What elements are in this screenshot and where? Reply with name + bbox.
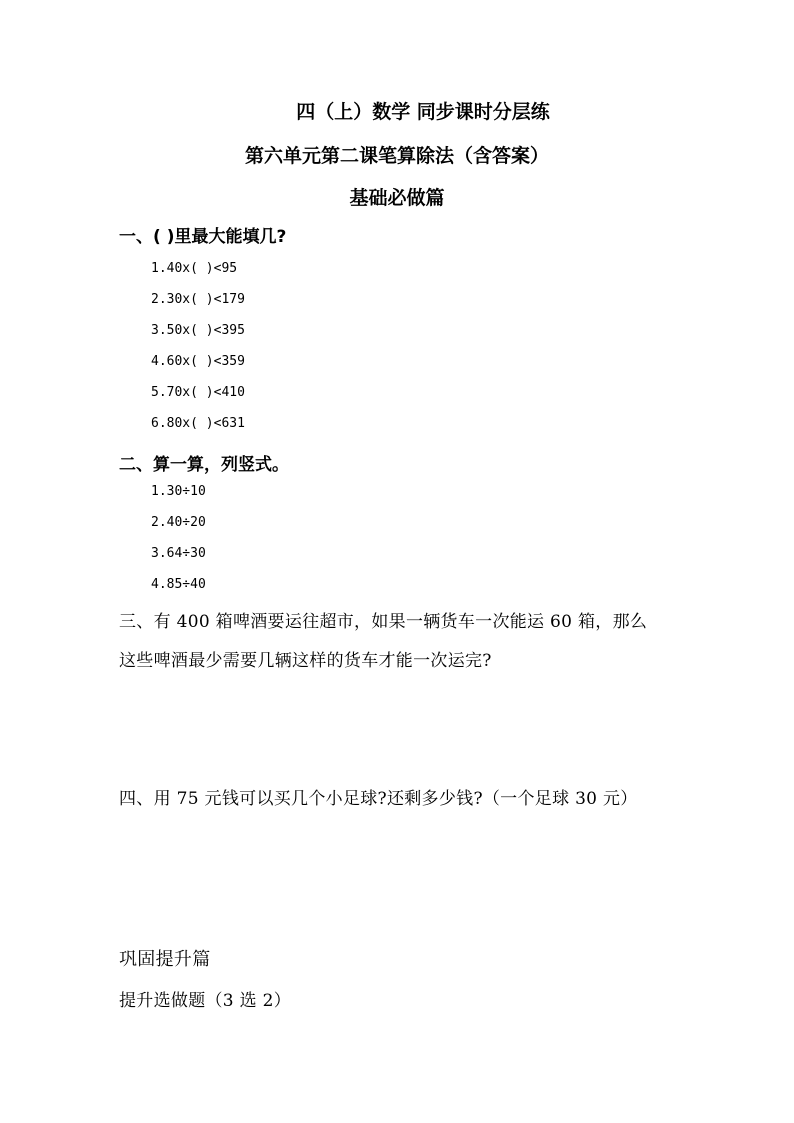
part-heading-basic: 基础必做篇: [349, 187, 445, 209]
section-1-item: 3.50x( )<395: [151, 323, 245, 338]
part-heading-advanced: 巩固提升篇: [119, 949, 211, 970]
section-1-item: 4.60x( )<359: [151, 354, 245, 369]
section-2-heading: 二、算一算，列竖式。: [119, 455, 289, 475]
section-1-heading: 一、( )里最大能填几?: [119, 227, 287, 247]
section-2-item: 3.64÷30: [151, 546, 206, 561]
section-2-item: 2.40÷20: [151, 515, 206, 530]
page-title: 四（上）数学 同步课时分层练: [296, 101, 550, 123]
section-2-item: 4.85÷40: [151, 577, 206, 592]
section-3-text-line-2: 这些啤酒最少需要几辆这样的货车才能一次运完?: [119, 651, 492, 671]
page-subtitle: 第六单元第二课笔算除法（含答案）: [244, 145, 549, 167]
section-1-item: 1.40x( )<95: [151, 261, 238, 276]
section-4-text: 四、用 75 元钱可以买几个小足球?还剩多少钱?（一个足球 30 元）: [119, 789, 638, 809]
section-2-item: 1.30÷10: [151, 484, 206, 499]
advanced-note: 提升选做题（3 选 2）: [119, 991, 292, 1011]
section-1-item: 2.30x( )<179: [151, 292, 245, 307]
section-3-text-line-1: 三、有 400 箱啤酒要运往超市，如果一辆货车一次能运 60 箱，那么: [119, 612, 648, 632]
section-1-item: 5.70x( )<410: [151, 385, 245, 400]
section-1-item: 6.80x( )<631: [151, 416, 245, 431]
